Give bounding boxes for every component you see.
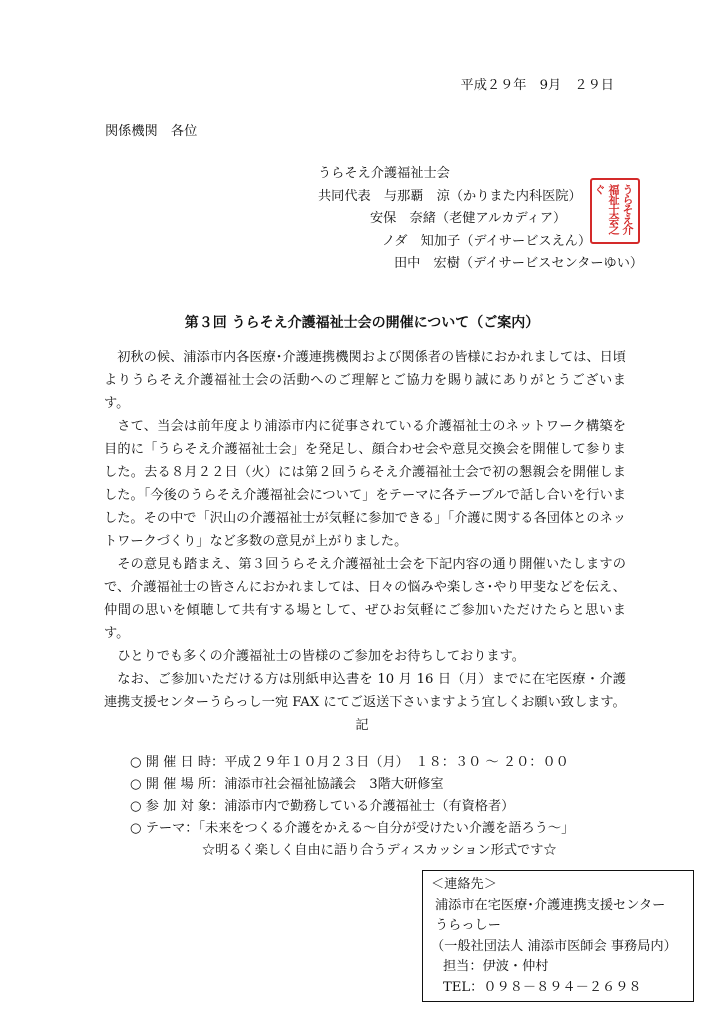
representative-line: ノダ 知加子（デイサービスえん） bbox=[382, 233, 592, 249]
body-paragraph: 初秋の候、浦添市内各医療･介護連携機関および関係者の皆様におかれましては、日頃よりうらそえ介護福祉士会の活動へのご理解とご協力を賜り誠にありがとうございます。 bbox=[104, 350, 626, 411]
contact-box bbox=[422, 870, 694, 1002]
body-paragraph: ひとりでも多くの介護福祉士の皆様のご参加をお待ちしております。 bbox=[117, 649, 525, 664]
sender-organization: うらそえ介護福祉士会 bbox=[318, 166, 450, 181]
stamp-text-column: 福祉士会之 bbox=[607, 184, 620, 234]
addressee: 関係機関 各位 bbox=[105, 124, 198, 139]
contact-phone: TEL：０９８－８９４－２６９８ bbox=[443, 979, 642, 995]
contact-affiliation: （一般社団法人 浦添市医師会 事務局内） bbox=[431, 938, 677, 954]
representative-line: 共同代表 与那覇 涼（かりまた内科医院） bbox=[318, 188, 582, 204]
detail-theme: ○ テーマ：「未来をつくる介護をかえる～自分が受けたい介護を語ろう～」 bbox=[130, 821, 575, 836]
representative-line: 田中 宏樹（デイサービスセンターゆい） bbox=[394, 256, 644, 271]
detail-date: ○ 開 催 日 時：平成２９年１０月２３日（月） １８：３０ ～ ２０：００ bbox=[130, 755, 569, 770]
body-paragraph: さて、当会は前年度より浦添市内に従事されている介護福祉士のネットワーク構築を目的に「うらそえ介護福祉士会」を発足し、顔合わせ会や意見交換会を開催して参りました。去る８月２２日（火）には第２回うらそえ介護福祉士会で初の懇親会を開催しました。「今後のうらそえ介護福祉会について」をテーマに各テーブルで話し合いを行いました。その中で「沢山の介護福祉士が気軽に参加できる」「介護に関する各団体とのネットワークづくり」など多数の意見が上がりました。 bbox=[104, 419, 626, 549]
representative-line: 安保 奈緒（老健アルカディア） bbox=[370, 211, 567, 226]
stamp-text-column: うらそえ介 bbox=[621, 184, 634, 234]
detail-venue: ○ 開 催 場 所：浦添市社会福祉協議会 3階大研修室 bbox=[130, 777, 444, 792]
contact-heading: ＜連絡先＞ bbox=[431, 877, 497, 892]
body-paragraph: なお、ご参加いただける方は別紙申込書を 10 月 16 日（月）までに在宅医療・介護連携支援センターうらっし一宛 FAX にてご返送下さいますよう宜しくお願い致します。 bbox=[104, 672, 626, 710]
contact-organization-name: うらっしー bbox=[435, 918, 501, 933]
official-seal-stamp bbox=[590, 178, 640, 244]
contact-organization: 浦添市在宅医療･介護連携支援センター bbox=[435, 897, 666, 913]
event-details bbox=[130, 752, 574, 862]
detail-target: ○ 参 加 対 象：浦添市内で勤務している介護福祉士（有資格者） bbox=[130, 799, 515, 814]
body-text bbox=[104, 346, 626, 714]
body-paragraph: その意見も踏まえ、第３回うらそえ介護福祉士会を下記内容の通り開催いたしますので、介護福祉士の皆さんにおかれましては、日々の悩みや楽しさ･やり甲斐などを伝え、仲間の思いを傾聴して共有する場として、ぜひお気軽にご参加いただけたらと思います。 bbox=[104, 557, 626, 641]
document-date: 平成２９年 9月 ２９日 bbox=[460, 78, 614, 93]
ki-heading: 記 bbox=[355, 718, 369, 733]
document-title: 第３回 うらそえ介護福祉士会の開催について（ご案内） bbox=[184, 315, 540, 331]
stamp-text-column: ぐ bbox=[593, 184, 606, 194]
contact-person: 担当：伊波・仲村 bbox=[443, 959, 549, 974]
detail-note: ☆明るく楽しく自由に語り合うディスカッション形式です☆ bbox=[202, 843, 557, 858]
